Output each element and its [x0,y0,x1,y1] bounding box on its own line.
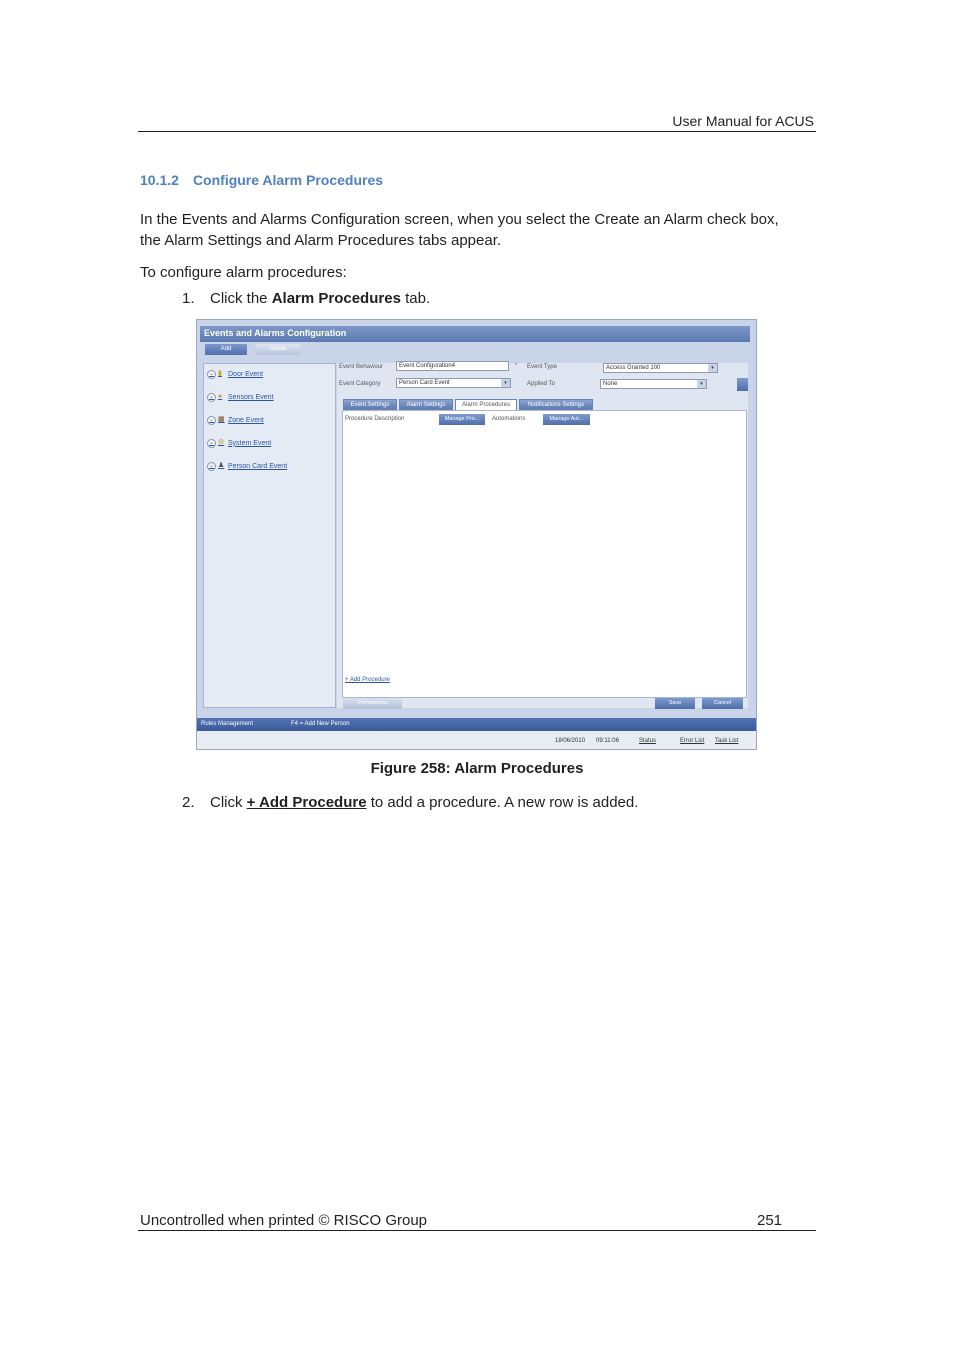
alarm-procedures-screenshot [196,319,757,750]
person-icon: ♟ [218,462,225,469]
step-2-post: to add a procedure. A new row is added. [366,794,639,811]
event-type-select[interactable]: Access Granted 100 ▾ [603,363,718,373]
status-link[interactable]: Status [639,738,657,744]
chevron-down-icon[interactable]: ▾ [697,380,706,388]
step-2 [182,794,638,811]
event-category-select[interactable]: Person Card Event ▾ [396,378,511,388]
tab-notifications-settings[interactable]: Notifications Settings [519,399,593,410]
side-action-button[interactable] [737,378,748,391]
add-procedure-reference: + Add Procedure [246,794,367,811]
step-2-pre: Click [210,794,247,811]
to-configure-text: To configure alarm procedures: [140,264,347,281]
save-button[interactable]: Save [655,698,695,709]
tree-item-sensors-event[interactable]: ⌄ ● Sensors Event [208,393,274,401]
add-procedure-link[interactable]: + Add Procedure [345,677,390,683]
tree-item-door-event[interactable]: ⌄ ▮ Door Event [208,370,264,378]
date-text: 18/06/2010 [555,738,586,744]
tab-event-settings[interactable]: Event Settings [343,399,397,410]
expand-icon[interactable]: ⌄ [208,439,215,446]
intro-line-1: In the Events and Alarms Configuration screen, when you select the Create an Alarm check box, [140,211,779,228]
footer-text: Uncontrolled when printed © RISCO Group [140,1212,428,1229]
permissions-button[interactable]: Permissions [343,698,402,709]
applied-to-select[interactable]: None ▾ [600,379,707,389]
expand-icon[interactable]: ⌄ [208,462,215,469]
chevron-down-icon[interactable]: ▾ [708,364,717,372]
event-behaviour-input[interactable]: Event Configuration4 [396,361,509,371]
status-bar [197,718,757,731]
section-number: 10.1.2 [140,172,179,188]
task-list-link[interactable]: Task List [715,738,739,744]
time-text: 09:11:06 [596,738,619,744]
applied-to-label: Applied To [527,381,555,387]
step-1-bold: Alarm Procedures [271,290,401,307]
event-behaviour-label: Event Behaviour [339,364,384,370]
tab-alarm-settings[interactable]: Alarm Settings [399,399,453,410]
step-1 [182,290,430,307]
event-type-label: Event Type [527,364,557,370]
manage-procedures-button[interactable]: Manage Pro... [439,414,485,425]
step-2-number: 2. [182,794,195,811]
event-category-label: Event Category [339,381,381,387]
system-icon: ⚙ [218,439,225,446]
door-icon: ▮ [218,370,222,377]
page-number: 251 [757,1212,783,1229]
event-tree-panel [203,363,336,708]
running-header: User Manual for ACUS [672,113,814,129]
window-title: Events and Alarms Configuration [200,326,750,342]
zone-icon: ▦ [218,416,225,423]
procedures-table [342,410,747,698]
figure-caption: Figure 258: Alarm Procedures [370,760,584,777]
step-1-pre: Click the [210,290,272,307]
expand-icon[interactable]: ⌄ [208,370,215,377]
step-1-post: tab. [400,290,431,307]
rules-management-item[interactable]: Rules Management [201,721,254,727]
sensor-icon: ● [218,393,223,400]
footer-rule [138,1230,816,1231]
step-1-number: 1. [182,290,195,307]
cancel-button[interactable]: Cancel [702,698,743,709]
required-marker: * [515,363,518,369]
intro-paragraph [140,209,820,251]
tab-alarm-procedures[interactable]: Alarm Procedures [455,399,517,410]
header-rule [138,131,816,132]
add-new-person-shortcut: F4 = Add New Person [291,721,350,727]
bottom-bar [197,731,757,750]
tree-item-zone-event[interactable]: ⌄ ▦ Zone Event [208,416,264,424]
intro-line-2: the Alarm Settings and Alarm Procedures tabs appear. [140,232,502,249]
tree-item-person-card-event[interactable]: ⌄ ♟ Person Card Event [208,462,288,470]
manage-automations-button[interactable]: Manage Aut... [543,414,590,425]
section-heading [140,172,383,188]
chevron-down-icon[interactable]: ▾ [501,379,510,387]
procedure-description-header: Procedure Description [345,416,405,422]
section-title: Configure Alarm Procedures [192,172,384,188]
expand-icon[interactable]: ⌄ [208,416,215,423]
delete-button[interactable]: Delete [255,344,301,355]
automations-header: Automations [492,416,526,422]
add-button[interactable]: Add [205,344,247,355]
error-list-link[interactable]: Error List [680,738,705,744]
expand-icon[interactable]: ⌄ [208,393,215,400]
tree-item-system-event[interactable]: ⌄ ⚙ System Event [208,439,272,447]
